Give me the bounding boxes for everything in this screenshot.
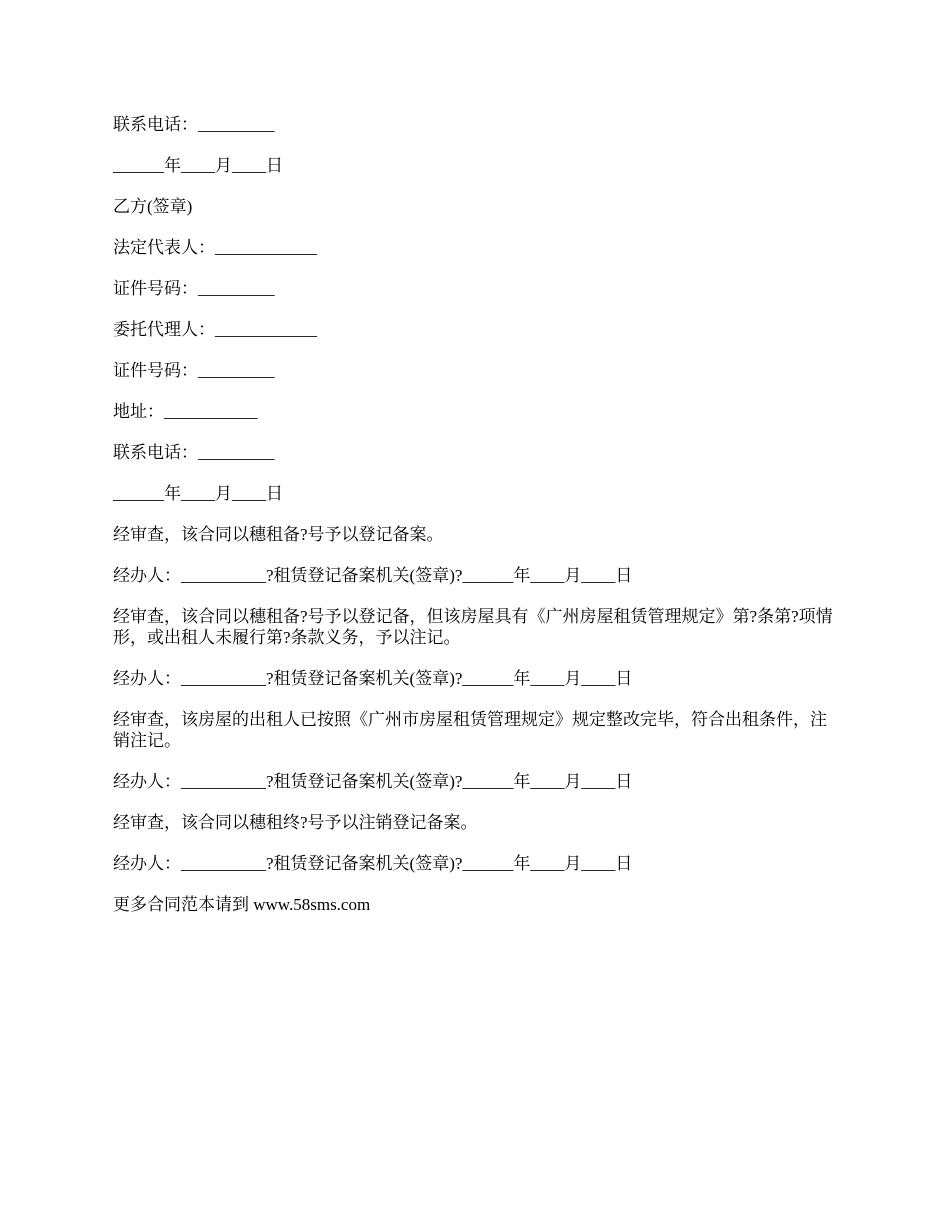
legal-representative-line: 法定代表人：____________: [113, 238, 317, 257]
date-line: ______年____月____日: [113, 156, 283, 175]
handler-signature-line: 经办人：__________?租赁登记备案机关(签章)?______年____月____日: [113, 669, 633, 688]
handler-signature-line: 经办人：__________?租赁登记备案机关(签章)?______年____月____日: [113, 772, 633, 791]
review-cancel-annotation-paragraph: 经审查，该房屋的出租人已按照《广州市房屋租赁管理规定》规定整改完毕，符合出租条件，注销注记。: [113, 710, 827, 750]
document-body: [113, 114, 843, 935]
contact-phone-line: 联系电话：_________: [113, 443, 275, 462]
footer-link-text: 更多合同范本请到 www.58sms.com: [113, 895, 371, 914]
review-annotation-paragraph: 经审查，该合同以穗租备?号予以登记备，但该房屋具有《广州房屋租赁管理规定》第?条第?项情形，或出租人未履行第?条款义务，予以注记。: [113, 607, 833, 647]
authorized-agent-line: 委托代理人：____________: [113, 320, 317, 339]
id-number-line: 证件号码：_________: [113, 361, 275, 380]
address-line: 地址：___________: [113, 402, 258, 421]
review-registration-paragraph: 经审查，该合同以穗租备?号予以登记备案。: [113, 525, 444, 544]
review-cancel-registration-paragraph: 经审查，该合同以穗租终?号予以注销登记备案。: [113, 813, 478, 832]
contact-phone-line: 联系电话：_________: [113, 115, 275, 134]
handler-signature-line: 经办人：__________?租赁登记备案机关(签章)?______年____月____日: [113, 854, 633, 873]
id-number-line: 证件号码：_________: [113, 279, 275, 298]
handler-signature-line: 经办人：__________?租赁登记备案机关(签章)?______年____月____日: [113, 566, 633, 585]
party-b-signature-heading: 乙方(签章): [113, 197, 193, 216]
date-line: ______年____月____日: [113, 484, 283, 503]
